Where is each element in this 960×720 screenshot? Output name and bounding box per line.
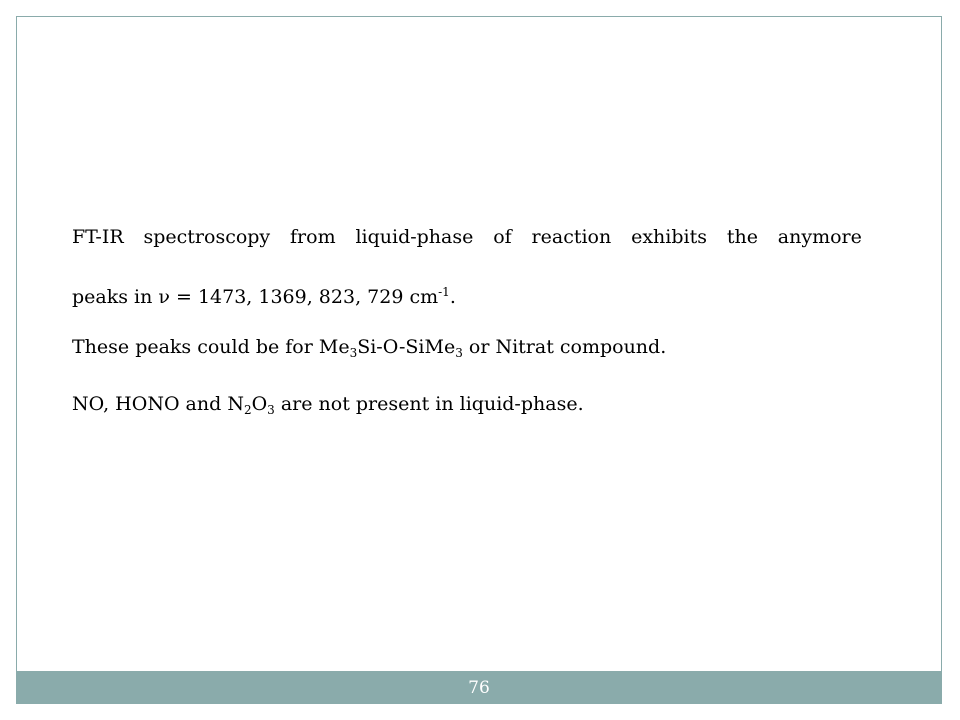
text-line-3 <box>72 332 862 362</box>
word: from <box>290 226 336 248</box>
peaks-text: peaks in ν = 1473, 1369, 823, 729 cm <box>72 286 439 308</box>
subscript: 3 <box>455 346 463 360</box>
text-segment: Si-O-SiMe <box>357 336 456 358</box>
text-segment: These peaks could be for Me <box>72 336 350 358</box>
text-segment: O <box>251 393 268 415</box>
word: of <box>493 226 512 248</box>
superscript: -1 <box>438 285 450 299</box>
footer-bar <box>16 671 942 704</box>
text-segment: or Nitrat compound. <box>462 336 667 358</box>
word: the <box>726 226 758 248</box>
subscript: 3 <box>267 403 275 417</box>
word: FT-IR <box>72 226 124 248</box>
text-line-1 <box>72 222 862 252</box>
slide-content <box>72 222 862 419</box>
page-number: 76 <box>468 677 490 698</box>
text-segment: are not present in liquid-phase. <box>274 393 584 415</box>
text-segment: NO, HONO and N <box>72 393 244 415</box>
word: liquid-phase <box>355 226 474 248</box>
word: spectroscopy <box>143 226 271 248</box>
text-line-2 <box>72 282 862 312</box>
word: exhibits <box>631 226 707 248</box>
word: reaction <box>531 226 612 248</box>
word: anymore <box>777 226 862 248</box>
subscript: 2 <box>243 403 252 417</box>
punctuation: . <box>449 286 456 308</box>
subscript: 3 <box>349 346 358 360</box>
text-line-4 <box>72 389 862 419</box>
